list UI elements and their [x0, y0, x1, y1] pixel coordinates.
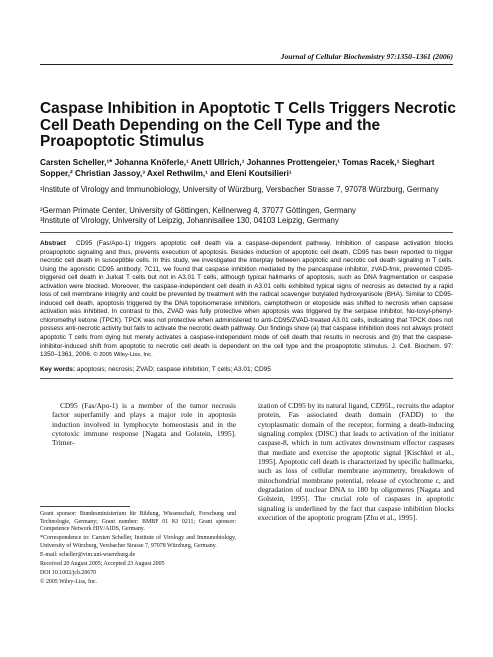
keywords	[40, 366, 453, 374]
footnote-rule	[40, 506, 130, 507]
affiliation-3: ³Institute of Virology, University of Leipzig, Johannisallee 130, 04103 Leipzig, Germany	[40, 216, 339, 225]
footnote-received: Received 20 August 2005; Accepted 23 August 2005	[40, 561, 165, 568]
body-column-right: ization of CD95 by its natural ligand, CD95L, recruits the adaptor protein, Fas associated death domain (FADD) to the cytoplasmatic domain of the receptor, forming a death-inducing signaling complex (DISC) that leads to activation of the initiator caspase-8, which in turn activates downstream effector caspases that mediate and exercise the apoptotic signal [Kischkel et al., 1995]. Apoptotic cell death is characterized by specific hallmarks, such as loss of cellular membrane asymmetry, breakdown of mitochondrial membrane potential, release of cytochrome c, and degradation of nuclear DNA to 180 bp oligomeres [Nagata and Golstein, 1995]. The crucial role of caspases in apoptotic signaling is underlined by the fact that caspase inhibition blocks execution of the apoptotic program [Zhu et al., 1995].	[258, 401, 454, 523]
journal-citation: Journal of Cellular Biochemistry 97:1350–1361 (2006)	[280, 52, 453, 61]
affiliation-1: ¹Institute of Virology and Immunobiology, University of Würzburg, Versbacher Strasse 7, 97078 Würzburg, Germany	[40, 185, 439, 194]
footnote-correspondence: *Correspondence to: Carsten Scheller, Institute of Virology and Immunobiology, University of Würzburg, Versbacher Strasse 7, 97078 Würzburg, Germany.	[40, 535, 236, 549]
abstract-copyright: © 2005 Wiley-Liss, Inc.	[93, 352, 153, 359]
keywords-label: Key words:	[40, 366, 76, 373]
abstract-top-rule	[40, 232, 453, 233]
footnote-grant: Grant sponsor: Bundesministerium für Bildung, Wissenschaft, Forschung und Technologie, Germany; Grant number: BMBF 01 KI 0211; Grant sponsor: Competence Network HIV/AIDS, Germany.	[40, 511, 236, 533]
abstract-label: Abstract	[40, 240, 66, 247]
abstract	[40, 240, 453, 360]
footnote-doi: DOI 10.1002/jcb.20670	[40, 570, 97, 577]
body-column-left: CD95 (Fas/Apo-1) is a member of the tumor necrosis factor superfamily and plays a major role in apoptosis induction involved in lymphocyte homeostasis and in the cytotoxic immune response [Nagata and Golstein, 1995]. Trimer-	[52, 401, 236, 448]
footnote-copyright: © 2005 Wiley-Liss, Inc.	[40, 579, 97, 586]
author-list: Carsten Scheller,¹* Johanna Knöferle,¹ Anett Ullrich,¹ Johannes Prottengeier,¹ Tomas Racek,¹ Sieghart Sopper,² Christian Jassoy,³ Axel Rethwilm,¹ and Eleni Koutsilieri¹	[40, 158, 435, 179]
keywords-text: apoptosis; necrosis; ZVAD; caspase inhibition; T cells; A3.01; CD95	[76, 366, 271, 373]
keywords-rule	[40, 378, 453, 379]
abstract-text: CD95 (Fas/Apo-1) triggers apoptotic cell death via a caspase-dependent pathway. Inhibition of caspase activation blocks proapoptotic signaling and thus, prevents execution of apoptosis. Besides induction of apoptotic cell death, CD95 has been reported to trigger necrotic cell death in susceptible cells. In this study, we investigated the interplay between apoptotic and necrotic cell death signaling in T cells. Using the agonistic CD95 antibody, 7C11, we found that caspase inhibition mediated by the pancaspase inhibitor, zVAD-fmk, prevented CD95-triggered cell death in Jurkat T cells but not in A3.01 T cells, although typical hallmarks of apoptosis, such as DNA fragmentation or caspase activation were blocked. Moreover, the caspase-independent cell death in A3.01 cells exhibited typical signs of necrosis as detected by a rapid loss of cell membrane integrity and could be prevented by treatment with the radical scavenger butylated hydroxyanisole (BHA). Similar to CD95-induced cell death, apoptosis triggered by the DNA topoisomerase inhibitors, camptothecin or etoposide was shifted to necrosis when capsase activation was inhibited. In contrast to this, ZVAD was fully protective when apoptosis was triggered by the serpase inhibitor, Nα-tosyl-phenyl-chloromethyl ketone (TPCK). TPCK was not protective when administered to anti-CD95/ZVAD-treated A3.01 cells, indicating that TPCK does not possess anti-necrotic activity but fails to activate the necrotic death pathway. Our findings show (a) that caspase inhibition does not always protect apoptotic T cells from dying but merely activates a caspase-independent mode of cell death that results in necrosis and (b) that the caspase-inhibitor-induced shift from apoptotic to necrotic cell death is dependent on the cell type and the proapoptotic stimulus. J. Cell. Biochem. 97: 1350–1361, 2006.	[40, 240, 453, 359]
footnotes	[40, 511, 236, 588]
header-rule	[40, 64, 453, 65]
article-title: Caspase Inhibition in Apoptotic T Cells Triggers Necrotic Cell Death Depending on the Cell Type and the Proapoptotic Stimulus	[40, 100, 456, 150]
affiliation-2: ²German Primate Center, University of Göttingen, Kellnerweg 4, 37077 Göttingen, Germany	[40, 206, 356, 215]
footnote-email: E-mail: scheller@vim.uni-wuerzburg.de	[40, 551, 136, 558]
